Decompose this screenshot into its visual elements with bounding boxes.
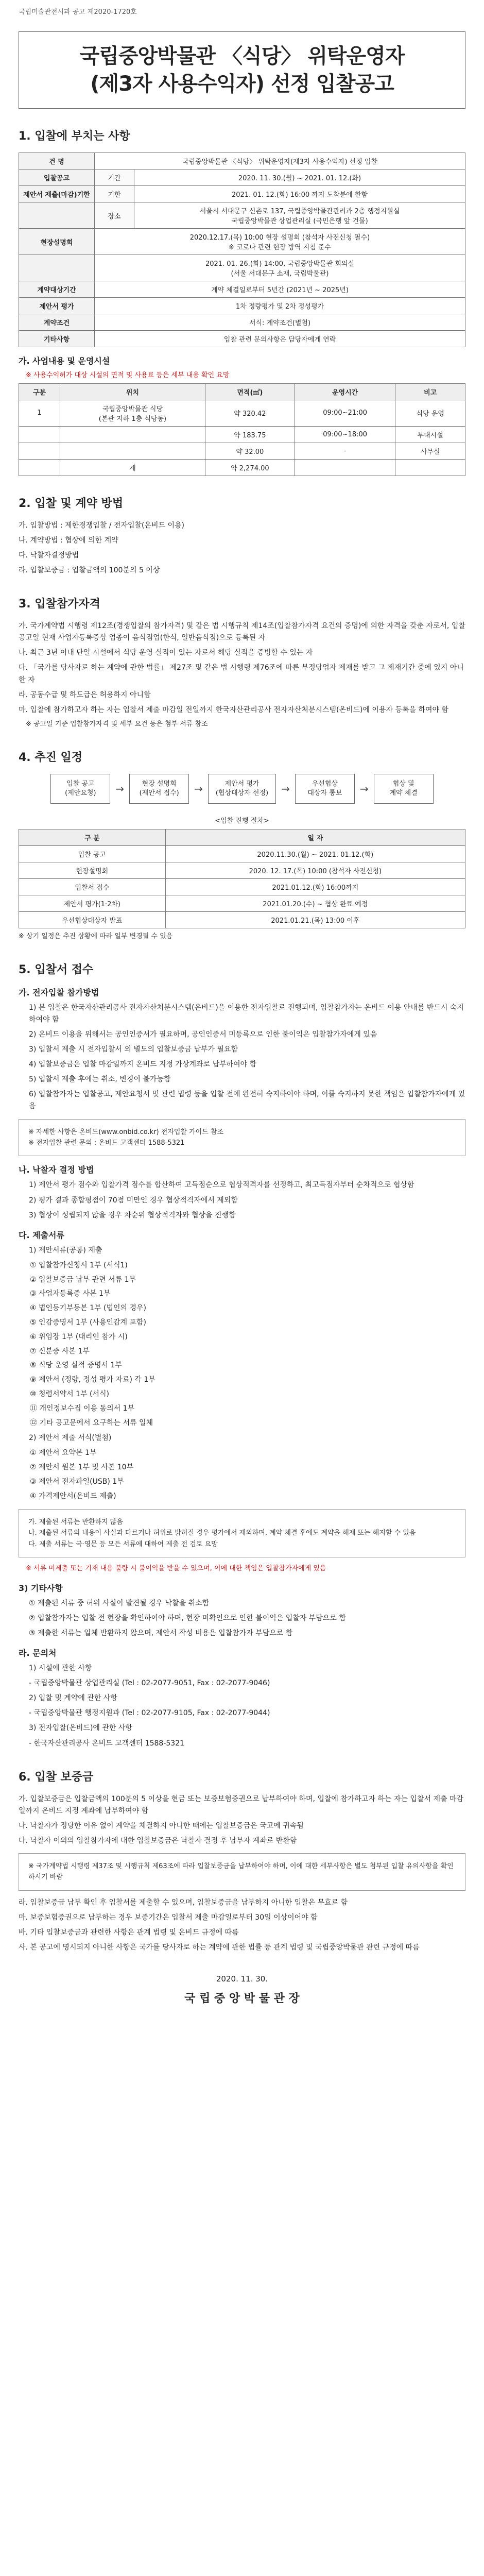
required-document: ⑦ 신분증 사본 1부: [30, 1347, 90, 1355]
facilities-header-cell: 비고: [395, 383, 465, 400]
proposal-document: ④ 가격제안서(온비드 제출): [30, 1492, 116, 1500]
facilities-cell-place: [60, 426, 205, 443]
process-flow: [19, 774, 465, 804]
section-5a-heading: 가. 전자입찰 참가방법: [19, 987, 99, 997]
facilities-cell-hours: -: [295, 443, 395, 459]
section-6-heading: 6. 입찰 보증금: [19, 1770, 94, 1784]
proposal-document: ③ 제안서 전자파일(USB) 1부: [30, 1478, 124, 1486]
overview-label: 제안서 제출(마감)기한: [19, 186, 95, 202]
schedule-row: [19, 846, 465, 862]
process-step: 제안서 평가 (협상대상자 선정): [208, 774, 276, 804]
overview-value: 국립중앙박물관 〈식당〉 위탁운영자(제3자 사용수익자) 선정 입찰: [95, 153, 465, 170]
announcement-date: 2020. 11. 30.: [216, 1974, 268, 1984]
overview-row: [19, 229, 465, 255]
title-line-2: (제3자 사용수익자) 선정 입찰공고: [90, 72, 394, 96]
title-box: [19, 31, 465, 109]
section-6-paragraph: 다. 낙찰자 이외의 입찰참가자에 대한 입찰보증금은 낙찰자 결정 후 납부자 계좌로 반환함: [19, 1836, 297, 1845]
overview-value: 입찰 관련 문의사항은 담당자에게 연락: [95, 331, 465, 347]
section-5a-paragraph: 3) 입찰서 제출 시 전자입찰서 외 별도의 입찰보증금 납부가 필요함: [29, 1045, 238, 1054]
section-1-heading: 1. 입찰에 부치는 사항: [19, 130, 130, 143]
facilities-header-cell: 면적(㎡): [205, 383, 295, 400]
schedule-row: [19, 862, 465, 879]
overview-row: [19, 314, 465, 331]
section-5a-paragraph: 5) 입찰서 제출 후에는 취소, 변경이 불가능함: [29, 1075, 171, 1084]
overview-sublabel: 기한: [95, 186, 134, 202]
process-step: 현장 설명회 (제안서 접수): [129, 774, 189, 804]
facilities-cell-hours: 09:00~21:00: [295, 400, 395, 426]
overview-value: 서울시 서대문구 신촌로 137, 국립중앙박물관관리과 2층 행정지원실 국립중앙박물관 상업관리실 (국민은행 앞 건물): [134, 202, 465, 229]
facilities-cell-note: 식당 운영: [395, 400, 465, 426]
section-5a-paragraph: 2) 온비드 이용을 위해서는 공인인증서가 필요하며, 공인인증서 미등록으로 인한 불이익은 입찰참가자에게 있음: [29, 1030, 377, 1039]
overview-row: [19, 331, 465, 347]
contacts-list: [19, 1663, 465, 1750]
schedule-date: 2021.01.12.(화) 16:00까지: [165, 879, 465, 895]
section-5c-heading: 다. 제출서류: [19, 1230, 64, 1240]
contact-line: - 국립중앙박물관 행정지원과 (Tel : 02-2077-9105, Fax : 02-2077-9044): [29, 1709, 270, 1718]
facilities-cell-note: [395, 459, 465, 476]
section-3-note: ※ 공고일 기준 입찰참가자격 및 세부 요건 등은 첨부 서류 참조: [26, 720, 208, 728]
section-2-lines: [19, 520, 465, 577]
overview-value: 계약 체결일로부터 5년간 (2021년 ~ 2025년): [95, 281, 465, 298]
flow-caption: <입찰 진행 절차>: [215, 817, 269, 825]
overview-sublabel: 장소: [95, 202, 134, 229]
section-3-paragraphs: [19, 620, 465, 716]
schedule-item: 입찰 공고: [19, 846, 166, 862]
title-line-1: 국립중앙박물관 〈식당〉 위탁운영자: [79, 44, 405, 68]
overview-row: [19, 255, 465, 281]
section-3-paragraph: 가. 국가계약법 시행령 제12조(경쟁입찰의 참가자격) 및 같은 법 시행규칙 제14조(입찰참가자격 요건의 증명)에 의한 자격을 갖춘 자로서, 입찰공고일 현재 사업자등록증상 업종이 음식점업(한식, 일반음식점)으로 등록된 자: [19, 622, 465, 642]
overview-row: [19, 186, 465, 202]
section-5a-paragraph: 1) 본 입찰은 한국자산관리공사 전자자산처분시스템(온비드)을 이용한 전자입찰로 진행되며, 입찰참가자는 온비드 이용 안내를 반드시 숙지하여야 함: [29, 1003, 464, 1024]
process-step: 입찰 공고 (제안요청): [50, 774, 110, 804]
required-document: ⑩ 청렴서약서 1부 (서식): [30, 1389, 109, 1398]
submission-red-note: ※ 서류 미제출 또는 기재 내용 불량 시 불이익을 받을 수 있으며, 이에 대한 책임은 입찰참가자에게 있음: [26, 1564, 326, 1572]
required-document: ② 입찰보증금 납부 관련 서류 1부: [30, 1275, 136, 1284]
section-5b-paragraph: 3) 협상이 성립되지 않을 경우 차순위 협상적격자와 협상을 진행함: [29, 1211, 236, 1219]
required-document: ⑨ 제안서 (정량, 정성 평가 자료) 각 1부: [30, 1376, 155, 1384]
section-5a-paragraphs: [19, 1002, 465, 1113]
facilities-cell-no: [19, 443, 60, 459]
facilities-subheading: 가. 사업내용 및 운영시설: [19, 356, 110, 366]
schedule-row: [19, 912, 465, 928]
facilities-row: [19, 459, 465, 476]
schedule-item: 현장설명회: [19, 862, 166, 879]
arrow-right-icon: →: [359, 782, 369, 795]
required-document: ③ 사업자등록증 사본 1부: [30, 1290, 111, 1298]
overview-row: [19, 170, 465, 186]
contact-line: - 국립중앙박물관 상업관리실 (Tel : 02-2077-9051, Fax : 02-2077-9046): [29, 1679, 270, 1688]
arrow-right-icon: →: [194, 782, 203, 795]
section-3-paragraph: 라. 공동수급 및 하도급은 허용하지 아니함: [19, 690, 151, 699]
process-step: 우선협상 대상자 통보: [295, 774, 355, 804]
announcement-number: 국립미술관전시과 공고 제2020-1720호: [19, 8, 137, 16]
proposal-document: ① 제안서 요약본 1부: [30, 1449, 97, 1458]
required-document: ⑤ 인감증명서 1부 (사용인감계 포함): [30, 1318, 146, 1327]
section-6-paragraphs: [19, 1793, 465, 1847]
section-3-paragraph: 나. 최근 3년 이내 단일 시설에서 식당 운영 실적이 있는 자로서 해당 실적을 증빙할 수 있는 자: [19, 649, 313, 657]
schedule-header-cell: 구 분: [19, 829, 166, 846]
schedule-date: 2020.11.30.(월) ~ 2021. 01.12.(화): [165, 846, 465, 862]
facilities-cell-note: 사무실: [395, 443, 465, 459]
schedule-date: 2021.01.20.(수) ~ 협상 완료 예정: [165, 895, 465, 912]
schedule-row: [19, 879, 465, 895]
contact-line: 2) 입찰 및 계약에 관한 사항: [29, 1694, 117, 1703]
section-3-paragraph: 다. 「국가를 당사자로 하는 계약에 관한 법률」 제27조 및 같은 법 시행령 제76조에 따른 부정당업자 제재를 받고 그 제재기간 중에 있지 아니한 자: [19, 664, 464, 684]
required-document: ⑪ 개인정보수집 이용 동의서 1부: [30, 1404, 134, 1413]
deposit-info-box: ※ 국가계약법 시행령 제37조 및 시행규칙 제63조에 따라 입찰보증금을 납부하여야 하며, 이에 대한 세부사항은 별도 첨부된 입찰 유의사항을 확인하시기 바람: [19, 1853, 465, 1891]
process-step: 협상 및 계약 체결: [374, 774, 434, 804]
overview-label: 계약조건: [19, 314, 95, 331]
section-6-paragraph: 나. 낙찰자가 정당한 이유 없이 계약을 체결하지 아니한 때에는 입찰보증금은 국고에 귀속됨: [19, 1821, 304, 1830]
schedule-note: ※ 상기 일정은 추진 상황에 따라 일부 변경될 수 있음: [19, 933, 173, 940]
section-5a-paragraph: 6) 입찰참가자는 입찰공고, 제안요청서 및 관련 법령 등을 입찰 전에 완전히 숙지하여야 하며, 이를 숙지하지 못한 책임은 입찰참가자에게 있음: [29, 1090, 465, 1111]
docs2-heading: 2) 제안서 제출 서식(별첨): [29, 1434, 112, 1443]
contact-line: - 한국자산관리공사 온비드 고객센터 1588-5321: [29, 1739, 185, 1748]
section-5d-paragraph: ① 제출된 서류 중 허위 사실이 발견될 경우 낙찰을 취소함: [29, 1599, 210, 1607]
overview-value: 2021. 01. 26.(화) 14:00, 국립중앙박물관 회의실 (서울 서대문구 소재, 국립박물관): [95, 255, 465, 281]
section-5d-paragraph: ② 입찰참가자는 입찰 전 현장을 확인하여야 하며, 현장 미확인으로 인한 불이익은 입찰자 부담으로 함: [29, 1614, 346, 1622]
section-2-line: 나. 계약방법 : 협상에 의한 계약: [19, 536, 118, 545]
section-5d-paragraph: ③ 제출한 서류는 일체 반환하지 않으며, 제안서 작성 비용은 입찰참가자 부담으로 함: [29, 1629, 293, 1637]
section-2-line: 라. 입찰보증금 : 입찰금액의 100분의 5 이상: [19, 566, 160, 575]
facilities-row: [19, 443, 465, 459]
schedule-item: 우선협상대상자 발표: [19, 912, 166, 928]
overview-value: 1차 정량평가 및 2차 정성평가: [95, 298, 465, 314]
overview-row: [19, 153, 465, 170]
docs-heading: 1) 제안서류(공통) 제출: [29, 1246, 102, 1255]
section-6-paragraph: 바. 기타 입찰보증금과 관련한 사항은 관계 법령 및 온비드 규정에 따름: [19, 1928, 239, 1937]
schedule-item: 입찰서 접수: [19, 879, 166, 895]
overview-label: [19, 255, 95, 281]
docs2-list: [19, 1447, 465, 1502]
proposal-document: ② 제안서 원본 1부 및 사본 10부: [30, 1463, 134, 1472]
facilities-header-cell: 위치: [60, 383, 205, 400]
section-6-paragraph: 사. 본 공고에 명시되지 아니한 사항은 국가를 당사자로 하는 계약에 관한 법률 등 관계 법령 및 국립중앙박물관 관련 규정에 따름: [19, 1943, 420, 1952]
facilities-cell-place: 계: [60, 459, 205, 476]
schedule-date: 2020. 12. 17.(목) 10:00 (참석자 사전신청): [165, 862, 465, 879]
facilities-cell-no: [19, 426, 60, 443]
section-3-heading: 3. 입찰참가자격: [19, 598, 100, 611]
contact-line: 3) 전자입찰(온비드)에 관한 사항: [29, 1724, 132, 1733]
facilities-row: [19, 400, 465, 426]
facilities-cell-no: [19, 459, 60, 476]
section-5b-paragraphs: [19, 1179, 465, 1221]
overview-label: [19, 202, 95, 229]
overview-row: [19, 298, 465, 314]
section-5b-paragraph: 1) 제안서 평가 점수와 입찰가격 점수를 합산하여 고득점순으로 협상적격자를 선정하고, 최고득점자부터 순차적으로 협상함: [29, 1181, 414, 1190]
section-5e-heading: 라. 문의처: [19, 1648, 57, 1658]
arrow-right-icon: →: [115, 782, 125, 795]
submission-notes-box: [19, 1509, 465, 1557]
overview-label: 제안서 평가: [19, 298, 95, 314]
section-5a-paragraph: 4) 입찰보증금은 입찰 마감일까지 온비드 지정 가상계좌로 납부하여야 함: [29, 1060, 257, 1069]
onbid-info-box: [19, 1119, 465, 1157]
section-6-paragraph: 라. 입찰보증금 납부 확인 후 입찰서를 제출할 수 있으며, 입찰보증금을 납부하지 아니한 입찰은 무효로 함: [19, 1898, 348, 1907]
section-6-paragraph: 마. 보증보험증권으로 납부하는 경우 보증기간은 입찰서 제출 마감일로부터 30일 이상이어야 함: [19, 1913, 318, 1922]
facilities-table: [19, 383, 465, 476]
required-document: ④ 법인등기부등본 1부 (법인의 경우): [30, 1304, 146, 1313]
overview-label: 입찰공고: [19, 170, 95, 186]
schedule-header-cell: 일 자: [165, 829, 465, 846]
schedule-date: 2021.01.21.(목) 13:00 이후: [165, 912, 465, 928]
facilities-cell-area: 약 2,274.00: [205, 459, 295, 476]
issuing-organization: 국 립 중 앙 박 물 관 장: [184, 1992, 300, 2006]
overview-label: 건 명: [19, 153, 95, 170]
facilities-cell-no: 1: [19, 400, 60, 426]
facilities-cell-place: [60, 443, 205, 459]
section-3-paragraph: 마. 입찰에 참가하고자 하는 자는 입찰서 제출 마감일 전일까지 한국자산관리공사 전자자산처분시스템(온비드)에 이용자 등록을 하여야 함: [19, 705, 449, 714]
section-2-line: 다. 낙찰자결정방법: [19, 551, 79, 560]
docs-list: [19, 1260, 465, 1430]
required-document: ⑫ 기타 공고문에서 요구하는 서류 일체: [30, 1418, 153, 1427]
overview-value: 2021. 01. 12.(화) 16:00 까지 도착분에 한함: [134, 186, 465, 202]
submission-notes-text: 가. 제출된 서류는 반환하지 않음 나. 제출된 서류의 내용이 사실과 다르거나 허위로 밝혀질 경우 평가에서 제외하며, 계약 체결 후에도 계약을 해제 또는 해지할 수 있음 다. 제출 서류는 국·영문 등 모든 서류에 대하여 제출 전 검토 요망: [28, 1518, 416, 1548]
contact-line: 1) 시설에 관한 사항: [29, 1664, 92, 1673]
section-2-line: 가. 입찰방법 : 제한경쟁입찰 / 전자입찰(온비드 이용): [19, 521, 184, 530]
required-document: ⑥ 위임장 1부 (대리인 참가 시): [30, 1332, 128, 1341]
section-6-paragraph: 가. 입찰보증금은 입찰금액의 100분의 5 이상을 현금 또는 보증보험증권으로 납부하여야 하며, 입찰에 참가하고자 하는 자는 입찰서 제출 마감일까지 온비드 지정 계좌에 납부하여야 함: [19, 1794, 463, 1815]
overview-label: 현장설명회: [19, 229, 95, 255]
required-document: ⑧ 식당 운영 실적 증명서 1부: [30, 1361, 122, 1370]
schedule-item: 제안서 평가(1·2차): [19, 895, 166, 912]
facilities-row: [19, 426, 465, 443]
overview-label: 기타사항: [19, 331, 95, 347]
schedule-table: [19, 829, 465, 928]
section-5d-heading: 3) 기타사항: [19, 1583, 63, 1593]
overview-label: 계약대상기간: [19, 281, 95, 298]
onbid-info-text: ※ 자세한 사항은 온비드(www.onbid.co.kr) 전자입찰 가이드 참조 ※ 전자입찰 관련 문의 : 온비드 고객센터 1588-5321: [28, 1128, 224, 1147]
facilities-header-cell: 구분: [19, 383, 60, 400]
required-document: ① 입찰참가신청서 1부 (서식1): [30, 1261, 128, 1269]
facilities-cell-hours: [295, 459, 395, 476]
facilities-cell-area: 약 320.42: [205, 400, 295, 426]
facilities-cell-place: 국립중앙박물관 식당 (본관 지하 1층 식당동): [60, 400, 205, 426]
overview-sublabel: 기간: [95, 170, 134, 186]
facilities-note: ※ 사용수익허가 대상 시설의 면적 및 사용료 등은 세부 내용 확인 요망: [26, 371, 230, 379]
section-5d-paragraphs: [19, 1598, 465, 1639]
overview-row: [19, 281, 465, 298]
overview-value: 2020. 11. 30.(월) ~ 2021. 01. 12.(화): [134, 170, 465, 186]
schedule-row: [19, 895, 465, 912]
overview-value: 2020.12.17.(목) 10:00 현장 설명회 (참석자 사전신청 필수) ※ 코로나 관련 현장 방역 지침 준수: [95, 229, 465, 255]
section-6-paragraphs-2: [19, 1897, 465, 1954]
section-5b-paragraph: 2) 평가 결과 종합평점이 70점 미만인 경우 협상적격자에서 제외함: [29, 1196, 238, 1205]
facilities-cell-note: 부대시설: [395, 426, 465, 443]
overview-row: [19, 202, 465, 229]
facilities-cell-area: 약 183.75: [205, 426, 295, 443]
overview-value: 서식: 계약조건(별첨): [95, 314, 465, 331]
overview-table: [19, 152, 465, 347]
section-2-heading: 2. 입찰 및 계약 방법: [19, 497, 124, 510]
facilities-header-cell: 운영시간: [295, 383, 395, 400]
section-5b-heading: 나. 낙찰자 결정 방법: [19, 1165, 94, 1175]
section-5-heading: 5. 입찰서 접수: [19, 963, 94, 976]
facilities-cell-area: 약 32.00: [205, 443, 295, 459]
facilities-cell-hours: 09:00~18:00: [295, 426, 395, 443]
section-4-heading: 4. 추진 일정: [19, 751, 82, 764]
arrow-right-icon: →: [281, 782, 290, 795]
